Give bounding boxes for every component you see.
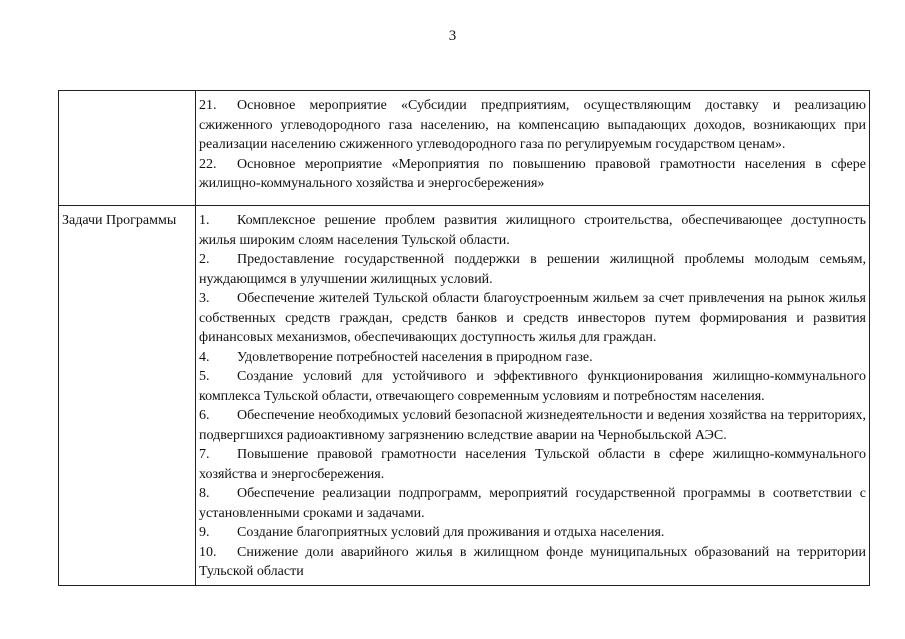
list-item-task-8 bbox=[199, 484, 866, 523]
item-number: 10. bbox=[199, 544, 217, 560]
item-number: 4. bbox=[199, 349, 210, 365]
list-item-task-5 bbox=[199, 367, 866, 406]
item-number: 9. bbox=[199, 525, 210, 540]
item-number: 1. bbox=[199, 213, 210, 228]
list-item-task-3 bbox=[199, 289, 866, 348]
list-item-activity-21 bbox=[199, 96, 866, 155]
list-item-activity-22 bbox=[199, 155, 866, 194]
list-item-task-6 bbox=[199, 406, 866, 445]
item-text: Удовлетворение потребностей населения в природном газе. bbox=[237, 349, 593, 365]
list-item-task-9 bbox=[199, 523, 866, 543]
item-text: Обеспечение реализации подпрограмм, мероприятий государственной программы в соответствии с установленными сроками и задачами. bbox=[199, 486, 866, 521]
table-row-tasks bbox=[59, 206, 870, 586]
item-text: Повышение правовой грамотности населения Тульской области в сфере жилищно-коммунального хозяйства и энергосбережения. bbox=[199, 447, 866, 482]
item-number: 5. bbox=[199, 369, 210, 384]
list-item-task-10 bbox=[199, 543, 866, 582]
list-item-task-4 bbox=[199, 348, 866, 368]
program-passport-table bbox=[58, 90, 870, 586]
row-label-tasks: Задачи Программы bbox=[59, 206, 196, 586]
list-item-task-2 bbox=[199, 250, 866, 289]
item-text: Снижение доли аварийного жилья в жилищном фонде муниципальных образований на территории Тульской области bbox=[199, 544, 866, 579]
item-text: Создание благоприятных условий для проживания и отдыха населения. bbox=[237, 525, 665, 540]
item-number: 8. bbox=[199, 486, 210, 501]
item-text: Основное мероприятие «Субсидии предприятиям, осуществляющим доставку и реализацию сжиженного углеводородного газа населению, на компенсацию выпадающих доходов, возникающих при реализации населению сжиженного углеводородного газа по регулируемым государством ценам». bbox=[199, 98, 866, 152]
item-number: 6. bbox=[199, 408, 210, 423]
table-row-activities bbox=[59, 91, 870, 206]
item-text: Обеспечение жителей Тульской области благоустроенным жильем за счет привлечения на рынок жилья собственных средств граждан, средств банков и средств инвесторов путем формирования и развития финансовых механизмов, обеспечивающих доступность жилья для граждан. bbox=[199, 291, 866, 345]
row-label-empty bbox=[59, 91, 196, 206]
item-number: 2. bbox=[199, 252, 210, 267]
item-text: Обеспечение необходимых условий безопасной жизнедеятельности и ведения хозяйства на территориях, подвергшихся радиоактивному загрязнению вследствие аварии на Чернобыльской АЭС. bbox=[199, 408, 866, 443]
item-number: 7. bbox=[199, 447, 210, 462]
activities-content-cell bbox=[196, 91, 870, 206]
item-text: Основное мероприятие «Мероприятия по повышению правовой грамотности населения в сфере жилищно-коммунального хозяйства и энергосбережения» bbox=[199, 156, 866, 191]
item-number: 22. bbox=[199, 156, 217, 172]
item-text: Создание условий для устойчивого и эффективного функционирования жилищно-коммунального комплекса Тульской области, отвечающего современным условиям и потребностям населения. bbox=[199, 369, 866, 404]
item-text: Комплексное решение проблем развития жилищного строительства, обеспечивающее доступность жилья широким слоям населения Тульской области. bbox=[199, 213, 866, 248]
tasks-content-cell bbox=[196, 206, 870, 586]
page-number: 3 bbox=[448, 28, 457, 44]
list-item-task-7 bbox=[199, 445, 866, 484]
item-number: 21. bbox=[199, 98, 217, 113]
item-number: 3. bbox=[199, 291, 210, 306]
item-text: Предоставление государственной поддержки в решении жилищной проблемы молодым семьям, нуждающимся в улучшении жилищных условий. bbox=[199, 252, 866, 287]
list-item-task-1 bbox=[199, 211, 866, 250]
